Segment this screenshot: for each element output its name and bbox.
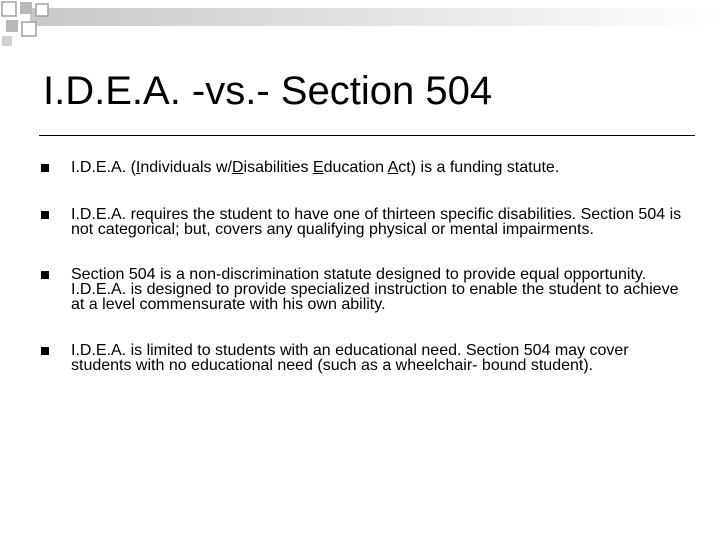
bullet-item — [38, 343, 688, 373]
square-bullet-icon — [41, 347, 49, 355]
deco-square-2 — [20, 2, 32, 14]
title-divider — [39, 135, 695, 136]
slide-title: I.D.E.A. -vs.- Section 504 — [43, 69, 493, 113]
bullet-item — [38, 160, 688, 175]
square-bullet-icon — [41, 211, 49, 219]
square-bullet-icon — [41, 164, 49, 172]
deco-square-3 — [36, 4, 48, 16]
gradient-band — [30, 8, 720, 26]
decorative-header-band — [0, 0, 720, 48]
bullet-text-4: I.D.E.A. is limited to students with an educational need. Section 504 may cover students with no educational need (such as a wheelchair- bound student). — [71, 342, 629, 374]
bullet-list — [38, 160, 688, 373]
bullet-text-3: Section 504 is a non-discrimination statute designed to provide equal opportunity. I.D.E.A. is designed to provide specialized instruction to enable the student to achieve at a level commensurate with his own ability. — [71, 266, 679, 313]
bullet-text-1: I.D.E.A. (Individuals w/Disabilities Education Act) is a funding statute. — [71, 159, 560, 176]
bullet-item — [38, 207, 688, 237]
square-bullet-icon — [41, 271, 49, 279]
bullet-text-2: I.D.E.A. requires the student to have one of thirteen specific disabilities. Section 504 is not categorical; but, covers any qualifying physical or mental impairments. — [71, 206, 682, 238]
deco-square-1 — [2, 2, 16, 16]
bullet-item — [38, 267, 688, 312]
deco-square-5 — [22, 22, 36, 36]
deco-square-6 — [2, 36, 12, 46]
deco-square-4 — [6, 20, 18, 32]
